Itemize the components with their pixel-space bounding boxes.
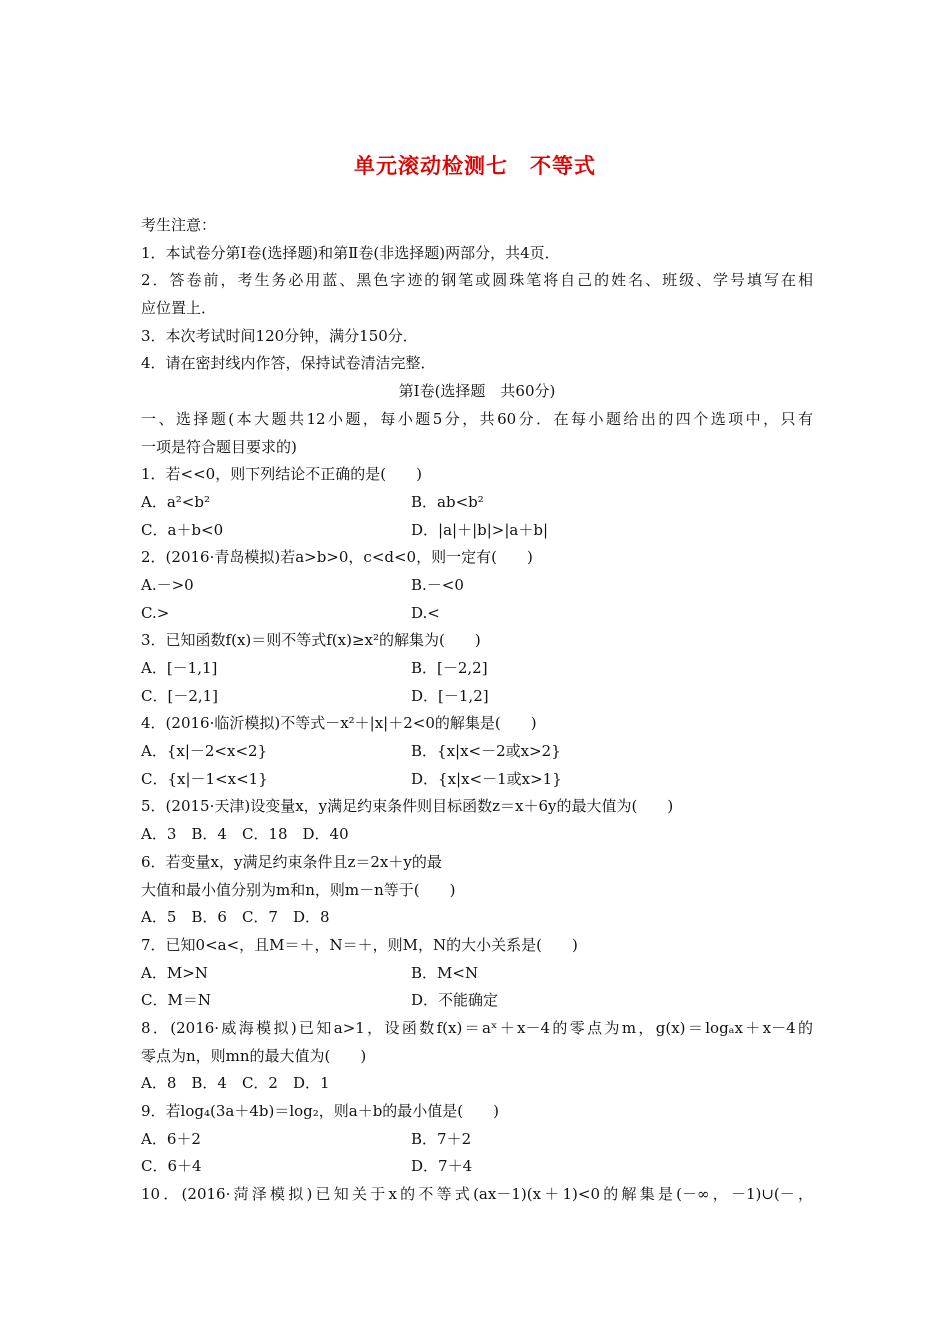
page-title: 单元滚动检测七 不等式 bbox=[354, 154, 596, 178]
question-7-options-row bbox=[141, 987, 813, 1015]
question-2-stem: 2．(2016·青岛模拟)若a>b>0，c<d<0，则一定有( ) bbox=[141, 548, 533, 567]
option-a: A.－>0 bbox=[141, 575, 194, 594]
option-b: B．[－2,2] bbox=[411, 659, 488, 677]
option-d: D．不能确定 bbox=[411, 991, 499, 1010]
question-8-stem: 8．(2016·威海模拟)已知a>1，设函数f(x)＝aˣ＋x－4的零点为m，g(x)＝logₐx＋x－4的 bbox=[141, 1018, 813, 1037]
option-d: D．7＋4 bbox=[411, 1157, 473, 1176]
notice-item: 4．请在密封线内作答，保持试卷清洁完整． bbox=[141, 354, 436, 373]
option-d: D.< bbox=[411, 603, 440, 622]
option-c: C．[－2,1] bbox=[141, 686, 219, 705]
option-a: A．{x|－2<x<2} bbox=[141, 742, 268, 761]
question-9-stem: 9．若log₄(3a＋4b)＝log₂，则a＋b的最小值是( ) bbox=[141, 1102, 500, 1120]
section-intro: 一、选择题(本大题共12小题，每小题5分，共60分．在每小题给出的四个选项中，只有 bbox=[141, 409, 813, 428]
question-9-options-row bbox=[141, 1153, 813, 1181]
option-c: C．6＋4 bbox=[141, 1157, 202, 1176]
notice-item: 应位置上． bbox=[141, 299, 217, 318]
question-6-stem-cont: 大值和最小值分别为m和n，则m－n等于( ) bbox=[141, 880, 456, 899]
question-3-stem: 3．已知函数f(x)＝则不等式f(x)≥x²的解集为( ) bbox=[141, 631, 481, 650]
option-a: A．[－1,1] bbox=[141, 659, 218, 677]
section-heading: 第Ⅰ卷(选择题 共60分) bbox=[398, 382, 556, 401]
question-4-options-row bbox=[141, 738, 813, 766]
question-2-options-row bbox=[141, 572, 813, 600]
option-a: A．M>N bbox=[141, 963, 208, 982]
section-intro: 一项是符合题目要求的) bbox=[141, 437, 297, 456]
option-c: C．M＝N bbox=[141, 991, 211, 1010]
notice-item: 1．本试卷分第Ⅰ卷(选择题)和第Ⅱ卷(非选择题)两部分，共4页． bbox=[141, 243, 560, 262]
question-10-stem: 10．(2016·菏泽模拟)已知关于x的不等式(ax－1)(x＋1)<0的解集是(－∞，－1)∪(－， bbox=[141, 1185, 813, 1204]
question-7-options-row bbox=[141, 960, 813, 988]
option-a: A．a²<b² bbox=[141, 492, 210, 511]
option-c: C.> bbox=[141, 603, 170, 622]
option-b: B．7＋2 bbox=[411, 1129, 472, 1148]
question-6-stem: 6．若变量x，y满足约束条件且z＝2x＋y的最 bbox=[141, 852, 442, 871]
question-5-stem: 5．(2015·天津)设变量x，y满足约束条件则目标函数z＝x＋6y的最大值为( ) bbox=[141, 797, 674, 816]
option-d: D．|a|＋|b|>|a＋b| bbox=[411, 520, 549, 539]
option-b: B.－<0 bbox=[411, 575, 464, 594]
question-3-options-row bbox=[141, 655, 813, 683]
question-7-stem: 7．已知0<a<，且M＝＋，N＝＋，则M，N的大小关系是( ) bbox=[141, 935, 578, 954]
question-4-stem: 4．(2016·临沂模拟)不等式－x²＋|x|＋2<0的解集是( ) bbox=[141, 714, 537, 733]
option-c: C．a＋b<0 bbox=[141, 520, 224, 539]
option-a: A．6＋2 bbox=[141, 1129, 201, 1148]
question-4-options-row bbox=[141, 766, 813, 794]
option-c: C．{x|－1<x<1} bbox=[141, 769, 268, 788]
question-1-options-row bbox=[141, 517, 813, 545]
notice-heading: 考生注意： bbox=[141, 216, 217, 234]
option-b: B．{x|x<－2或x>2} bbox=[411, 742, 561, 761]
question-6-options: A．5 B．6 C．7 D．8 bbox=[141, 908, 330, 927]
option-d: D．[－1,2] bbox=[411, 686, 489, 705]
option-b: B．M<N bbox=[411, 963, 479, 982]
option-d: D．{x|x<－1或x>1} bbox=[411, 769, 562, 788]
question-2-options-row bbox=[141, 600, 813, 628]
question-5-options: A．3 B．4 C．18 D．40 bbox=[141, 825, 349, 844]
question-3-options-row bbox=[141, 683, 813, 711]
question-8-stem-cont: 零点为n，则mn的最大值为( ) bbox=[141, 1046, 367, 1065]
notice-item: 2．答卷前，考生务必用蓝、黑色字迹的钢笔或圆珠笔将自己的姓名、班级、学号填写在相 bbox=[141, 271, 813, 290]
notice-item: 3．本次考试时间120分钟，满分150分． bbox=[141, 326, 418, 345]
question-9-options-row bbox=[141, 1126, 813, 1154]
question-8-options: A．8 B．4 C．2 D．1 bbox=[141, 1074, 330, 1093]
question-1-stem: 1．若<<0，则下列结论不正确的是( ) bbox=[141, 465, 422, 484]
question-1-options-row bbox=[141, 489, 813, 517]
option-b: B．ab<b² bbox=[411, 492, 484, 511]
document-body bbox=[141, 212, 813, 1209]
